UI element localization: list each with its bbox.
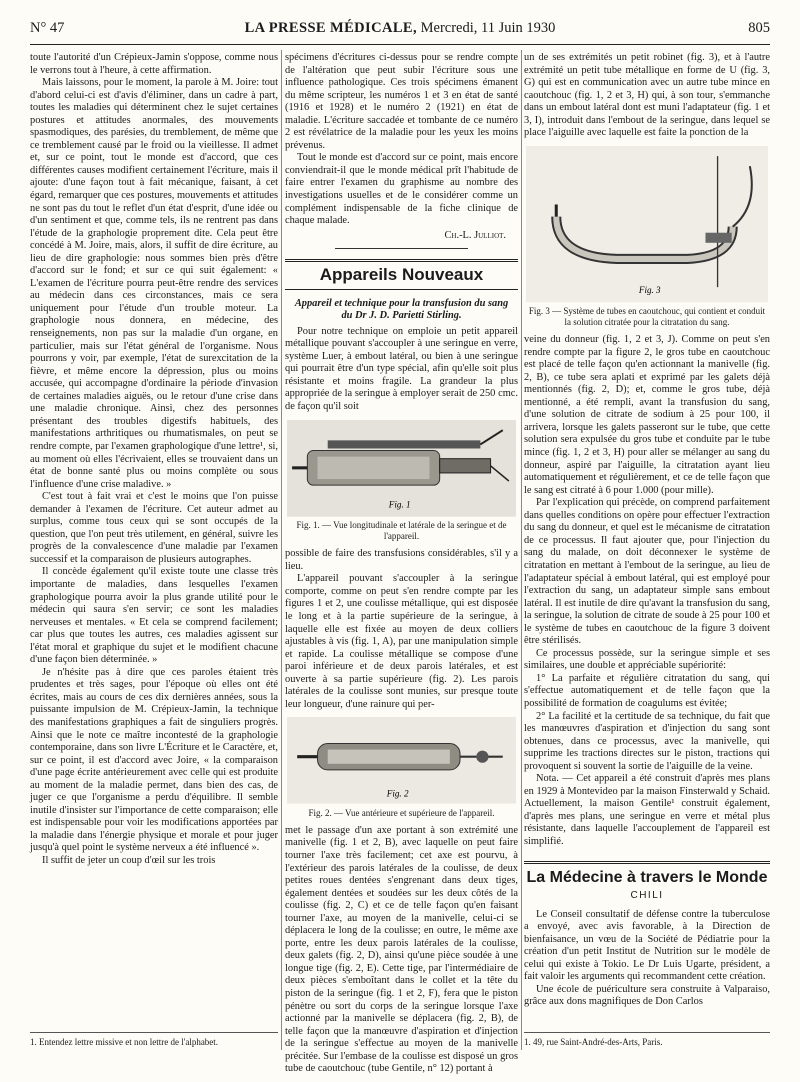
figure-label: Fig. 1 <box>388 499 411 510</box>
paragraph: Le Conseil consultatif de défense contre la tuberculose a envoyé, avec avis favorable, à la Direction de bienfaisance, un vœu de la Société de Pédiatrie pour la création d'un petit Institut de Nutrition sur le modèle de celui qui existe à Tokio. Le Dr Luis Ugarte, président, a fait valoir les arguments qui recommandent cette création. <box>524 908 770 983</box>
paragraph: Pour notre technique on emploie un petit appareil métallique pouvant s'accoupler à une seringue en verre, système Luer, à embout latéral, ou bien à une seringue qui pourrait être d'un type spécial, afin qu'elle soit plus résistante et moins fragile. La grandeur la plus appropriée de la seringue à employer serait de 250 cmc. de façon qu'il soit <box>285 325 518 413</box>
section-title-appareils: Appareils Nouveaux <box>285 259 518 290</box>
paragraph: Ce processus possède, sur la seringue simple et ses similaires, une double et appréciable supériorité: <box>524 647 770 672</box>
figure-3-caption: Fig. 3 — Système de tubes en caoutchouc, qui contient et conduit la solution citratée pour la citratation du sang. <box>528 306 766 328</box>
paragraph: Mais laissons, pour le moment, la parole à M. Joire: tout d'abord celui-ci est d'avis d'éliminer, dans un cadre à part, toutes les maladies qui déterminent chez le sujet certaines postures et attitudes anormales, des mouvements spasmodiques, des parésies, du tremblement, de même que ce tremblement causé par le froid ou la vieillesse. Il admet et, sur ce point, tout le monde est d'accord, que ces différentes causes modifient certainement l'écriture, mais il ajoute: d'une façon tout à fait mécanique, faisant, à cet égard, remarquer que ces postures, mouvements et attitudes ne sont pas du tout le reflet d'un état d'esprit, d'une idée ou d'un sentiment et que, comme tels, ils ne rentrent pas dans l'étude de la graphologie proprement dite. Cela peut être concédé à M. Joire, mais, alors, il suffit de dire écriture, au lieu de dire graphologie: nous sommes bien près d'être d'accord sur le fond; et sur ce qui suit également: « L'examen de l'écriture pourra peut-être rendre des services au médecin dans ces circonstances, mais ce sera uniquement pour l'étude d'un trouble moteur. La graphologie nous donnera, en médecine, des renseignements, non pas sur la maladie d'un organe, en particulier, mais sur l'état général de l'organisme. Nous pourrons y voir, par exemple, l'état de surexcitation de la fièvre, et même encore la dépression, plus ou moins accusée, qui accompagne d'ordinaire la période d'invasion de certaines maladies aiguës, ou le retour d'une crise dans une maladie chronique. Ainsi, chez des personnes présentant des troubles digestifs habituels, des manifestations arthritiques ou rhumatismales, on peut se rendre compte, par l'examen graphologique d'une lettre¹, si, au moment où elles l'écrivaient, elles se trouvaient dans un état de bonne santé plus ou moins complète ou sous l'influence d'une crise maladive. » <box>30 77 278 490</box>
separator <box>335 248 468 249</box>
figure-label: Fig. 2 <box>386 788 409 799</box>
syringe-side-view-illustration <box>287 420 516 517</box>
paragraph: Il suffit de jeter un coup d'œil sur les trois <box>42 855 216 866</box>
paragraph: met le passage d'un axe portant à son extrémité une manivelle (fig. 1 et 2, B), avec laquelle on peut faire tourner l'axe très facilement; cet axe est pourvu, à l'extérieur des parois latérales de la coulisse, de deux petites roues dentées s'engrenant dans deux tiges, également dentées et soudées sur les deux côtés de la coulisse (fig. 2, C) et ce de telle façon qu'en faisant tourner l'axe, au moyen de la manivelle, celui-ci se déplacera le long de la coulisse; en outre, le même axe porte, entre les deux parois latérales de la coulisse, deux galets (fig. 2, D), ainsi qu'une pièce soudée à une longue tige (fig. 2, E). Cette tige, par l'intermédiaire de deux pièces s'emboîtant dans le collet et la tête du piston de la seringue (fig. 1 et 2, F), fera que le piston pénètre ou sort du corps de la seringue lorsque l'axe actionné par la manivelle se déplacera (fig. 2, B), de telle façon que la manœuvre d'aspiration et d'injection de la seringue s'effectue au moyen de la manivelle précitée. Sur l'embase de la coulisse est disposé un gros tube de caoutchouc (tube Gentile, n° 12) portant à <box>285 824 518 1075</box>
paragraph: C'est tout à fait vrai et c'est le moins que l'on puisse demander à l'examen de l'écriture. Cet auteur admet au surplus, comme tous ceux qui se sont occupés de la question, que l'on peut très utilement, en général, suivre les progrès de la convalescence d'une maladie par l'examen successif et la comparaison de plusieurs autographes. <box>30 491 278 565</box>
issue-date: Mercredi, 11 Juin 1930 <box>420 20 556 36</box>
country-heading: CHILI <box>630 890 664 902</box>
column-divider <box>521 50 522 1050</box>
author-signature: Ch.-L. Julliot. <box>444 229 506 241</box>
page-number: 805 <box>748 20 770 36</box>
figure-3 <box>526 146 768 302</box>
figure-1-caption: Fig. 1. — Vue longitudinale et latérale de la seringue et de l'appareil. <box>296 520 507 542</box>
issue-number: N° 47 <box>30 20 65 36</box>
column-left <box>30 52 278 1014</box>
figure-label: Fig. 3 <box>638 285 661 296</box>
paragraph: un de ses extrémités un petit robinet (fig. 3), et à l'autre extrémité un petit tube métallique en forme de U (fig. 3, G) qui est en communication avec un autre tube mince en caoutchouc (fig. 1, 2 et 3, H) qui, à son tour, s'emmanche dans un embout latéral dont est muni l'adaptateur (fig. 1 et 3, I), introduit dans l'embout de la seringue, dans lequel se place l'aiguille avec laquelle est faite la ponction de la <box>524 52 770 139</box>
paragraph: possible de faire des transfusions considérables, s'il y a lieu. <box>285 548 518 572</box>
syringe-top-view-illustration <box>287 717 516 804</box>
figure-2-caption: Fig. 2. — Vue antérieure et supérieure de l'appareil. <box>308 807 495 818</box>
paragraph: Il concède également qu'il existe toute une classe très importante de maladies, dans lesquelles l'examen graphologique pourra avoir la plus grande utilité pour le médecin qui saura s'en servir; ce sont les maladies nerveuses et mentales. « Et cela se comprend facilement; car plus que toutes les autres, ces maladies agissent sur l'état moral et graphique du sujet et le modifient chacune d'une façon bien déterminée. » <box>30 566 278 666</box>
section-title-medecine: La Médecine à travers le Monde <box>524 861 770 885</box>
paragraph: Je n'hésite pas à dire que ces paroles étaient très prudentes et très sages, pour l'époque où elles ont été écrites, mais au cours de ces dix dernières années, sous la puissante impulsion de M. Crépieux-Jamin, la technique des manifestations graphiques a fait de singuliers progrès. Ainsi que le note ce maître incontesté de la graphologie contemporaine, dans son livre L'Écriture et le Caractère, et, sur ce point, il est d'accord avec Joire, « la comparaison d'une page écrite antérieurement avec celle qui est produite au moment de la maladie permet, dans bien des cas, de juger ce que l'organisme a perdu d'équilibre. Il semble inutile d'insister sur l'importance de cette comparaison; elle est indispensable pour voir les modifications apportées par la maladie dans l'énergie physique et morale et pour juger jusqu'à quel point le système nerveux a été influencé ». <box>30 666 278 854</box>
paragraph: veine du donneur (fig. 1, 2 et 3, J). Comme on peut s'en rendre compte par la figure 2, le gros tube en caoutchouc est placé de telle façon qu'en actionnant la manivelle (fig. 2, B), ce tube sera aplati et exprimé par les galets déjà mentionnés (fig. 2, D); et, comme le gros tube, déjà mentionné, a été rempli, avant la transfusion du sang, d'une solution de citrate de sodium à 25 pour 100, il arrivera, lorsque les galets passeront sur le tube, que cette solution sera expulsée du gros tube et conduite par le tube mince (fig. 1, 2 et 3, H) pour aller se mélanger au sang du donneur, aspiré par l'aiguille, la citratation ayant lieu automatiquement et régulièrement, et ce de telle façon que le sang est citraté à 6 pour 1.000 (pour mille). <box>524 334 770 496</box>
article-subheading: Appareil et technique pour la transfusion du sang du Dr J. D. Parietti Stirling. <box>294 297 509 321</box>
paragraph: spécimens d'écritures ci-dessus pour se rendre compte de l'altération que peut subir l'écriture sous une influence pathologique. Ces trois spécimens émanent du même scripteur, les numéros 1 et 3 en état de santé (1916 et 1928) et le numéro 2 (1921) en état de maladie. L'écriture saccadée et tombante de ce numéro 2 est révélatrice de la maladie pour les yeux les moins prévenus. <box>285 52 518 151</box>
paragraph: Par l'explication qui précède, on comprend parfaitement dans quelles conditions on opère pour effectuer l'extraction du sang du donneur, et quel est le mécanisme de citratation de ce processus. Il faut ajouter que, pour l'injection du sang du malade, on doit déconnexer le système de citratation en mettant à l'embout de la seringue, au lieu de l'adaptateur spécial à embout latéral, qui est employé pour l'extraction du sang, un adaptateur simple sans embout latéral. Il est inutile de dire qu'avant la transfusion du sang, la seringue, la solution de citrate de soude à 25 pour 100 et le système de tubes en caoutchouc de la figure 3 doivent être stérilisés. <box>524 497 770 647</box>
paragraph: Tout le monde est d'accord sur ce point, mais encore conviendrait-il que le monde médical prît l'habitude de faire entrer l'examen du graphisme au nombre des investigations usuelles et de le considérer comme un complément indispensable de la fiche clinique de chaque malade. <box>285 152 518 227</box>
paragraph: L'appareil pouvant s'accoupler à la seringue comporte, comme on peut s'en rendre compte par les figures 1 et 2, une coulisse métallique, qui est disposée le long et à la partie supérieure de la seringue, à laquelle elle est fixée au moyen de deux colliers ajustables à vis (fig. 1, A), par une manipulation simple et rapide. La coulisse métallique se compose d'une paroi inférieure et de deux parois latérales, et est ouverte à sa partie supérieure (fig. 2). Les parois latérales de la coulisse sont munies, sur presque toute leur longueur, d'une rainure qui per- <box>285 573 518 710</box>
journal-name: LA PRESSE MÉDICALE, <box>244 20 417 36</box>
footnote-left: 1. Entendez lettre missive et non lettre de l'alphabet. <box>30 1032 278 1047</box>
journal-title <box>30 20 770 37</box>
figure-2 <box>287 717 516 804</box>
paragraph: 2° La facilité et la certitude de sa technique, du fait que les manœuvres d'aspiration et d'injection du sang sont obtenues, dans ce processus, avec la manivelle, qui supprime les tractions directes sur le piston, tractions qui provoquent si souvent la sortie de l'aiguille de la veine. <box>524 710 770 772</box>
figure-1 <box>287 420 516 517</box>
rubber-tube-system-illustration <box>526 146 768 302</box>
header-rule <box>30 44 770 45</box>
column-middle <box>285 52 518 1075</box>
paragraph: 1° La parfaite et régulière citratation du sang, qui s'effectue automatiquement et de telle façon que la possibilité de formation de coagulums est évitée; <box>524 672 770 709</box>
page-header <box>30 20 770 40</box>
paragraph: Une école de puériculture sera construite à Valparaiso, grâce aux dons magnifiques de Don Carlos <box>524 983 770 1008</box>
column-divider <box>281 50 282 1050</box>
paragraph: Nota. — Cet appareil a été construit d'après mes plans en 1929 à Montevideo par la maison Finsterwald y Schaid. Actuellement, la maison Gentile¹ construit également, d'après mes plans, une seringue en verre et métal plus résistante, dans laquelle l'accouplement de l'appareil est simplifié. <box>524 773 770 847</box>
paragraph: toute l'autorité d'un Crépieux-Jamin s'oppose, comme nous le verrons tout à l'heure, à cette affirmation. <box>30 52 278 76</box>
footnote-right: 1. 49, rue Saint-André-des-Arts, Paris. <box>524 1032 770 1047</box>
column-right <box>524 52 770 1062</box>
